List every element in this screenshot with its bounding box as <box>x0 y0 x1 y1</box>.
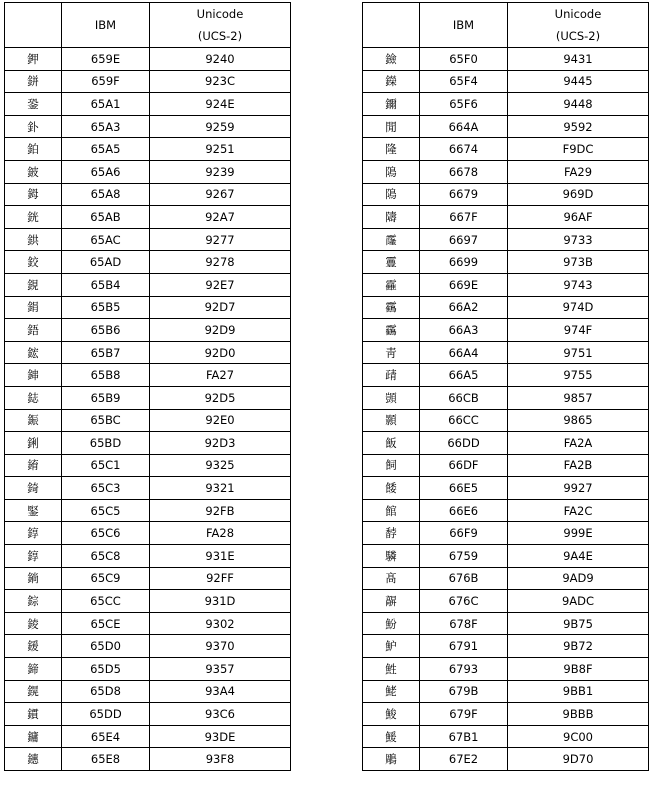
header-unicode <box>508 3 649 48</box>
table-row <box>363 273 649 296</box>
char-cell: 鋿 <box>5 567 62 590</box>
table-row <box>5 273 291 296</box>
ibm-code-cell: 65AB <box>62 206 150 229</box>
unicode-code-cell: FA2C <box>508 499 649 522</box>
ibm-code-cell: 679F <box>420 703 508 726</box>
unicode-code-cell: 9357 <box>150 658 291 681</box>
ibm-code-cell: 65B9 <box>62 386 150 409</box>
table-row <box>363 115 649 138</box>
table-row <box>363 703 649 726</box>
ibm-code-cell: 65A5 <box>62 138 150 161</box>
unicode-code-cell: 9259 <box>150 115 291 138</box>
char-cell: 錞 <box>5 522 62 545</box>
unicode-code-cell: 92D7 <box>150 296 291 319</box>
unicode-code-cell: 9C00 <box>508 725 649 748</box>
ibm-code-cell: 65A1 <box>62 93 150 116</box>
table-row <box>5 522 291 545</box>
ibm-code-cell: 65D0 <box>62 635 150 658</box>
ibm-code-cell: 6697 <box>420 228 508 251</box>
char-cell: 鋗 <box>5 296 62 319</box>
char-cell: 錝 <box>5 590 62 613</box>
unicode-code-cell: 9445 <box>508 70 649 93</box>
table-row <box>363 590 649 613</box>
ibm-code-cell: 65F6 <box>420 93 508 116</box>
ibm-code-cell: 669E <box>420 273 508 296</box>
char-cell: 髙 <box>363 567 420 590</box>
table-header-row <box>363 3 649 48</box>
table-row <box>5 680 291 703</box>
unicode-code-cell: 9278 <box>150 251 291 274</box>
table-row <box>5 432 291 455</box>
ibm-code-cell: 66A2 <box>420 296 508 319</box>
ibm-code-cell: 66E5 <box>420 477 508 500</box>
table-row <box>363 635 649 658</box>
ibm-code-cell: 66A3 <box>420 319 508 342</box>
table-row <box>5 115 291 138</box>
unicode-code-cell: 93A4 <box>150 680 291 703</box>
ibm-code-cell: 6679 <box>420 183 508 206</box>
ibm-code-cell: 65A6 <box>62 160 150 183</box>
table-row <box>363 183 649 206</box>
ibm-code-cell: 65CE <box>62 612 150 635</box>
char-cell: 驎 <box>363 545 420 568</box>
unicode-code-cell: 9AD9 <box>508 567 649 590</box>
unicode-code-cell: 9743 <box>508 273 649 296</box>
unicode-code-cell: 9ADC <box>508 590 649 613</box>
table-row <box>363 658 649 681</box>
char-cell: 鉀 <box>5 48 62 71</box>
char-cell: 鉼 <box>5 70 62 93</box>
ibm-code-cell: 6674 <box>420 138 508 161</box>
header-char <box>5 3 62 48</box>
table-row <box>5 93 291 116</box>
unicode-code-cell: 9240 <box>150 48 291 71</box>
unicode-code-cell: 9D70 <box>508 748 649 771</box>
char-cell: 鋕 <box>5 386 62 409</box>
table-row <box>363 725 649 748</box>
char-cell: 鮱 <box>363 680 420 703</box>
unicode-code-cell: 969D <box>508 183 649 206</box>
unicode-code-cell: 9251 <box>150 138 291 161</box>
ibm-code-cell: 6793 <box>420 658 508 681</box>
unicode-code-cell: 9267 <box>150 183 291 206</box>
table-row <box>5 590 291 613</box>
table-row <box>363 206 649 229</box>
char-cell: 靕 <box>363 364 420 387</box>
char-cell: 鉑 <box>5 138 62 161</box>
char-cell: 鋐 <box>5 341 62 364</box>
table-row <box>5 364 291 387</box>
ibm-code-cell: 65B5 <box>62 296 150 319</box>
char-cell: 鉸 <box>5 251 62 274</box>
char-cell: 閒 <box>363 115 420 138</box>
char-cell: 錞 <box>5 545 62 568</box>
ibm-code-cell: 6699 <box>420 251 508 274</box>
table-row <box>363 296 649 319</box>
char-cell: 霳 <box>363 228 420 251</box>
table-row <box>5 228 291 251</box>
table-row <box>5 612 291 635</box>
unicode-code-cell: 9592 <box>508 115 649 138</box>
unicode-code-cell: 9A4E <box>508 545 649 568</box>
unicode-code-cell: 9BB1 <box>508 680 649 703</box>
char-cell: 鋠 <box>5 409 62 432</box>
table-row <box>363 522 649 545</box>
ibm-code-cell: 6791 <box>420 635 508 658</box>
unicode-code-cell: 999E <box>508 522 649 545</box>
unicode-code-cell: 9448 <box>508 93 649 116</box>
unicode-code-cell: 9370 <box>150 635 291 658</box>
unicode-code-cell: 923C <box>150 70 291 93</box>
ibm-code-cell: 66DD <box>420 432 508 455</box>
table-row <box>5 748 291 771</box>
unicode-code-cell: 92E0 <box>150 409 291 432</box>
header-unicode-line1: Unicode <box>196 7 244 21</box>
ibm-code-cell: 659F <box>62 70 150 93</box>
header-ibm: IBM <box>420 3 508 48</box>
ibm-code-cell: 67B1 <box>420 725 508 748</box>
table-row <box>363 70 649 93</box>
unicode-code-cell: 92FF <box>150 567 291 590</box>
char-cell: 魲 <box>363 635 420 658</box>
ibm-code-cell: 676C <box>420 590 508 613</box>
unicode-code-cell: 924E <box>150 93 291 116</box>
table-row <box>363 341 649 364</box>
unicode-code-cell: 974F <box>508 319 649 342</box>
char-cell: 魵 <box>363 612 420 635</box>
ibm-code-cell: 65B8 <box>62 364 150 387</box>
char-cell: 鰀 <box>363 725 420 748</box>
unicode-code-cell: 931E <box>150 545 291 568</box>
ibm-code-cell: 65B4 <box>62 273 150 296</box>
table-row <box>363 364 649 387</box>
unicode-code-cell: 9239 <box>150 160 291 183</box>
char-cell: 鐱 <box>363 48 420 71</box>
table-row <box>363 454 649 477</box>
char-cell: 鏞 <box>5 725 62 748</box>
table-row <box>363 567 649 590</box>
table-row <box>5 567 291 590</box>
table-row <box>5 477 291 500</box>
char-cell: 靏 <box>363 319 420 342</box>
table-row <box>5 454 291 477</box>
unicode-code-cell: 9325 <box>150 454 291 477</box>
ibm-code-cell: 65A8 <box>62 183 150 206</box>
char-cell: 靑 <box>363 341 420 364</box>
unicode-code-cell: 9BBB <box>508 703 649 726</box>
char-cell: 顗 <box>363 386 420 409</box>
char-cell: 鋧 <box>5 273 62 296</box>
table-row <box>5 319 291 342</box>
char-cell: 錂 <box>5 612 62 635</box>
unicode-code-cell: FA2A <box>508 432 649 455</box>
ibm-code-cell: 667F <box>420 206 508 229</box>
unicode-code-cell: 931D <box>150 590 291 613</box>
char-cell: 馞 <box>363 522 420 545</box>
char-cell: 靍 <box>363 296 420 319</box>
ibm-code-cell: 66E6 <box>420 499 508 522</box>
ibm-code-cell: 65E4 <box>62 725 150 748</box>
unicode-code-cell: FA2B <box>508 454 649 477</box>
ibm-code-cell: 65C8 <box>62 545 150 568</box>
ibm-code-cell: 66A5 <box>420 364 508 387</box>
char-cell: 銎 <box>5 93 62 116</box>
ibm-code-cell: 679B <box>420 680 508 703</box>
ibm-code-cell: 66A4 <box>420 341 508 364</box>
table-row <box>5 70 291 93</box>
table-row <box>363 545 649 568</box>
unicode-code-cell: 92A7 <box>150 206 291 229</box>
table-row <box>363 612 649 635</box>
ibm-code-cell: 65D5 <box>62 658 150 681</box>
unicode-code-cell: 9277 <box>150 228 291 251</box>
header-unicode <box>150 3 291 48</box>
unicode-code-cell: 93DE <box>150 725 291 748</box>
char-cell: 鉷 <box>5 228 62 251</box>
table-row <box>5 296 291 319</box>
unicode-code-cell: 93F8 <box>150 748 291 771</box>
unicode-code-cell: 92D0 <box>150 341 291 364</box>
ibm-code-cell: 6678 <box>420 160 508 183</box>
unicode-code-cell: 92FB <box>150 499 291 522</box>
ibm-code-cell: 65F0 <box>420 48 508 71</box>
table-row <box>5 206 291 229</box>
ibm-code-cell: 678F <box>420 612 508 635</box>
header-char <box>363 3 420 48</box>
char-cell: 鑈 <box>363 93 420 116</box>
unicode-code-cell: 9B72 <box>508 635 649 658</box>
ibm-code-cell: 65AC <box>62 228 150 251</box>
ibm-code-cell: 659E <box>62 48 150 71</box>
char-cell: 鎤 <box>5 680 62 703</box>
ibm-code-cell: 65C6 <box>62 522 150 545</box>
ibm-code-cell: 65C9 <box>62 567 150 590</box>
unicode-code-cell: 9431 <box>508 48 649 71</box>
char-cell: 隝 <box>363 160 420 183</box>
ibm-code-cell: 65C5 <box>62 499 150 522</box>
table-row <box>5 341 291 364</box>
ibm-code-cell: 65D8 <box>62 680 150 703</box>
table-row <box>5 160 291 183</box>
unicode-code-cell: 973B <box>508 251 649 274</box>
unicode-code-cell: 9302 <box>150 612 291 635</box>
char-cell: 髜 <box>363 590 420 613</box>
char-cell: 隆 <box>363 138 420 161</box>
table-row <box>5 703 291 726</box>
unicode-code-cell: 92D9 <box>150 319 291 342</box>
ibm-code-cell: 65AD <box>62 251 150 274</box>
code-table-left <box>4 2 291 771</box>
char-cell: 鑅 <box>363 70 420 93</box>
table-row <box>363 748 649 771</box>
char-cell: 隝 <box>363 183 420 206</box>
char-cell: 鵰 <box>363 748 420 771</box>
table-row <box>363 319 649 342</box>
char-cell: 飼 <box>363 454 420 477</box>
unicode-code-cell: 9755 <box>508 364 649 387</box>
unicode-code-cell: 9857 <box>508 386 649 409</box>
char-cell: 鋛 <box>5 364 62 387</box>
table-row <box>363 386 649 409</box>
unicode-code-cell: 9B75 <box>508 612 649 635</box>
unicode-code-cell: FA27 <box>150 364 291 387</box>
unicode-code-cell: 9733 <box>508 228 649 251</box>
table-row <box>363 477 649 500</box>
header-unicode-line2: (UCS-2) <box>555 29 601 43</box>
unicode-code-cell: FA28 <box>150 522 291 545</box>
unicode-code-cell: 9751 <box>508 341 649 364</box>
char-cell: 鮻 <box>363 703 420 726</box>
char-cell: 鍗 <box>5 658 62 681</box>
char-cell: 飯 <box>363 432 420 455</box>
char-cell: 鈹 <box>5 160 62 183</box>
ibm-code-cell: 65BC <box>62 409 150 432</box>
table-row <box>5 635 291 658</box>
table-row <box>5 386 291 409</box>
table-row <box>5 499 291 522</box>
ibm-code-cell: 65E8 <box>62 748 150 771</box>
char-cell: 鍰 <box>5 635 62 658</box>
ibm-code-cell: 66CC <box>420 409 508 432</box>
table-row <box>5 409 291 432</box>
ibm-code-cell: 676B <box>420 567 508 590</box>
unicode-code-cell: 9927 <box>508 477 649 500</box>
char-cell: 銧 <box>5 206 62 229</box>
table-row <box>363 251 649 274</box>
table-row <box>5 251 291 274</box>
char-cell: 錥 <box>5 454 62 477</box>
unicode-code-cell: 92E7 <box>150 273 291 296</box>
ibm-code-cell: 65B7 <box>62 341 150 364</box>
char-cell: 隯 <box>363 206 420 229</box>
ibm-code-cell: 65CC <box>62 590 150 613</box>
ibm-code-cell: 65BD <box>62 432 150 455</box>
ibm-code-cell: 65C1 <box>62 454 150 477</box>
header-unicode-line2: (UCS-2) <box>197 29 243 43</box>
unicode-code-cell: 974D <box>508 296 649 319</box>
table-row <box>363 680 649 703</box>
ibm-code-cell: 65DD <box>62 703 150 726</box>
char-cell: 鋻 <box>5 499 62 522</box>
table-row <box>363 228 649 251</box>
table-row <box>5 658 291 681</box>
ibm-code-cell: 66CB <box>420 386 508 409</box>
unicode-code-cell: 9B8F <box>508 658 649 681</box>
ibm-code-cell: 66DF <box>420 454 508 477</box>
table-row <box>5 48 291 71</box>
unicode-code-cell: 92D5 <box>150 386 291 409</box>
char-cell: 鋙 <box>5 319 62 342</box>
char-cell: 霻 <box>363 251 420 274</box>
table-row <box>5 183 291 206</box>
table-row <box>363 409 649 432</box>
unicode-code-cell: FA29 <box>508 160 649 183</box>
ibm-code-cell: 664A <box>420 115 508 138</box>
ibm-code-cell: 65A3 <box>62 115 150 138</box>
char-cell: 鮏 <box>363 658 420 681</box>
ibm-code-cell: 6759 <box>420 545 508 568</box>
table-row <box>5 545 291 568</box>
ibm-code-cell: 65F4 <box>420 70 508 93</box>
char-cell: 錡 <box>5 477 62 500</box>
char-cell: 鉧 <box>5 183 62 206</box>
table-row <box>5 138 291 161</box>
char-cell: 靃 <box>363 273 420 296</box>
table-row <box>363 48 649 71</box>
char-cell: 顥 <box>363 409 420 432</box>
char-cell: 餧 <box>363 477 420 500</box>
char-cell: 館 <box>363 499 420 522</box>
char-cell: 鏆 <box>5 703 62 726</box>
char-cell: 鏸 <box>5 748 62 771</box>
table-row <box>363 93 649 116</box>
unicode-code-cell: 93C6 <box>150 703 291 726</box>
header-unicode-line1: Unicode <box>554 7 602 21</box>
char-cell: 釙 <box>5 115 62 138</box>
table-header-row <box>5 3 291 48</box>
table-row <box>363 138 649 161</box>
unicode-code-cell: F9DC <box>508 138 649 161</box>
table-row <box>363 499 649 522</box>
table-row <box>363 160 649 183</box>
ibm-code-cell: 66F9 <box>420 522 508 545</box>
table-row <box>5 725 291 748</box>
unicode-code-cell: 96AF <box>508 206 649 229</box>
header-ibm: IBM <box>62 3 150 48</box>
table-row <box>363 432 649 455</box>
code-table-right <box>362 2 649 771</box>
unicode-code-cell: 92D3 <box>150 432 291 455</box>
char-cell: 鋓 <box>5 432 62 455</box>
unicode-code-cell: 9321 <box>150 477 291 500</box>
unicode-code-cell: 9865 <box>508 409 649 432</box>
ibm-code-cell: 67E2 <box>420 748 508 771</box>
ibm-code-cell: 65C3 <box>62 477 150 500</box>
ibm-code-cell: 65B6 <box>62 319 150 342</box>
